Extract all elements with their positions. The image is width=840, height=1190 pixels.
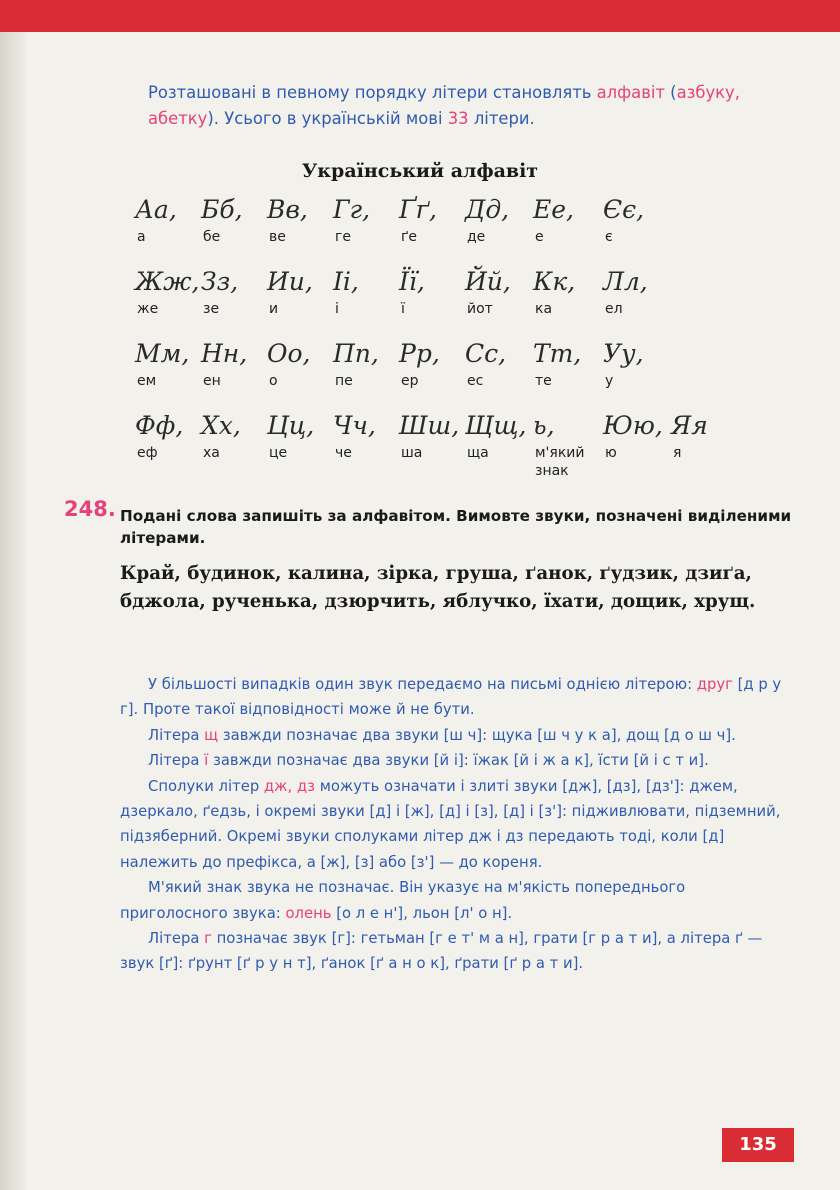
alphabet-letter-cell [603,264,667,318]
alphabet-row [135,408,755,480]
alphabet-letter-cell [533,408,597,480]
letter-glyph: Йй, [465,267,511,296]
intro-text-3: ). Усього в українській мові [207,109,448,128]
letter-name: ер [401,373,419,389]
letter-name: ес [467,373,484,389]
alphabet-letter-cell [135,336,199,390]
letter-name: де [467,229,486,245]
letter-glyph: Нн, [201,339,248,368]
letter-name: йот [467,301,493,317]
letter-name: ща [467,445,489,461]
alphabet-letter-cell [603,408,667,462]
rule-text: [д р у г]. Проте такої відповідності може й не бути. [120,676,782,719]
letter-glyph: Лл, [603,267,648,296]
letter-name: ве [269,229,286,245]
alphabet-letter-cell [201,192,265,246]
letter-name: я [673,445,682,461]
alphabet-letter-cell [465,408,529,462]
intro-term-alphabet: алфавіт [596,83,665,102]
rule-highlight: г [204,930,212,948]
alphabet-letter-cell [333,192,397,246]
rule-highlight: друг [696,676,733,693]
letter-glyph: Тт, [533,339,582,368]
rule-paragraph [120,926,792,977]
letter-name: м'який знак [535,445,585,479]
alphabet-row [135,336,755,408]
exercise-word-list: Край, будинок, калина, зірка, груша, ґанок, ґудзик, дзиґа, бджола, рученька, дзюрчить, яблучко, їхати, дощик, хрущ. [120,563,756,612]
alphabet-letter-cell [399,264,463,318]
rule-text: завжди позначає два звуки [ш ч]: щука [ш ч у к а], дощ [д о ш ч]. [218,726,736,744]
letter-name: бе [203,229,221,245]
letter-glyph: Ґґ, [399,195,437,224]
alphabet-table [135,192,755,480]
letter-glyph: Ии, [267,267,313,296]
letter-name: е [535,229,544,245]
letter-glyph: Хх, [201,411,241,440]
letter-name: це [269,445,288,461]
intro-text-4: літери. [468,109,535,128]
letter-glyph: Іі, [333,267,359,296]
letter-glyph: Ее, [533,195,574,224]
letter-name: и [269,301,279,317]
alphabet-letter-cell [399,408,463,462]
top-color-bar [0,0,840,32]
alphabet-letter-cell [333,408,397,462]
alphabet-letter-cell [135,408,199,462]
letter-name: ем [137,373,157,389]
letter-glyph: Єє, [603,195,645,224]
alphabet-letter-cell [135,264,199,318]
alphabet-row [135,192,755,264]
letter-glyph: Уу, [603,339,644,368]
letter-glyph: Зз, [201,267,239,296]
letter-glyph: Дд, [465,195,510,224]
letter-glyph: Бб, [201,195,243,224]
letter-name: зе [203,301,220,317]
letter-glyph: Шш, [399,411,460,440]
alphabet-letter-cell [603,192,667,246]
rule-text: Літера [148,930,205,948]
alphabet-letter-cell [333,264,397,318]
letter-name: ю [605,445,617,461]
alphabet-letter-cell [201,408,265,462]
alphabet-letter-cell [267,192,331,246]
letter-name: у [605,373,614,389]
intro-letter-count: 33 [447,109,469,128]
alphabet-letter-cell [201,336,265,390]
letter-glyph: Мм, [135,339,190,368]
rule-text: [о л е н'], льон [л' о н]. [331,904,513,922]
letter-name: ша [401,445,423,461]
intro-synonyms: азбуку, абетку [148,83,740,128]
alphabet-letter-cell [671,408,735,462]
alphabet-letter-cell [533,192,597,246]
letter-glyph: Щщ, [465,411,527,440]
alphabet-letter-cell [465,264,529,318]
letter-glyph: Сс, [465,339,507,368]
rule-text: Літера [148,752,205,770]
alphabet-letter-cell [135,192,199,246]
letter-glyph: Цц, [267,411,315,440]
letter-name: те [535,373,552,389]
letter-name: і [335,301,339,317]
letter-name: ґе [401,229,417,245]
rule-text: Літера [148,726,205,744]
letter-glyph: Вв, [267,195,308,224]
letter-name: че [335,445,352,461]
rule-highlight: олень [285,904,332,922]
letter-glyph: Фф, [135,411,184,440]
alphabet-letter-cell [267,408,331,462]
alphabet-letter-cell [465,192,529,246]
letter-glyph: Її, [399,267,425,296]
intro-paragraph [148,80,798,132]
page-number: 135 [722,1128,794,1162]
rule-text: Сполуки літер [148,777,264,795]
alphabet-letter-cell [533,336,597,390]
alphabet-row [135,264,755,336]
letter-name: а [137,229,146,245]
rule-text: завжди позначає два звуки [й і]: їжак [й і ж а к], їсти [й і с т и]. [208,752,709,770]
letter-glyph: Яя [671,411,708,440]
alphabet-letter-cell [201,264,265,318]
letter-name: же [137,301,159,317]
rule-paragraph [120,748,792,773]
alphabet-title: Український алфавіт [301,160,539,182]
rule-text: позначає звук [г]: гетьман [г е т' м а н], грати [г р а т и], а літера ґ — звук [ґ]: ґрунт [ґ р у н т], ґанок [ґ а н о к], ґрати [ґ р а т и]. [120,930,763,973]
book-page [0,32,840,1190]
letter-name: ха [203,445,220,461]
intro-text-2: ( [664,83,677,102]
letter-name: ел [605,301,623,317]
letter-name: ге [335,229,351,245]
rules-section [120,672,792,977]
alphabet-letter-cell [603,336,667,390]
letter-glyph: Юю, [603,411,663,440]
letter-glyph: Кк, [533,267,576,296]
rule-paragraph [120,875,792,926]
letter-name: є [605,229,613,245]
rule-paragraph [120,672,792,723]
exercise-instruction: Подані слова запишіть за алфавітом. Вимовте звуки, позначені виділеними літерами. [120,507,792,547]
rule-highlight: дж, дз [263,777,315,795]
letter-glyph: Чч, [333,411,376,440]
alphabet-letter-cell [267,336,331,390]
letter-name: ка [535,301,553,317]
exercise-number: 248. [64,497,116,521]
alphabet-letter-cell [333,336,397,390]
rule-text: М'який знак звука не позначає. Він указує на м'якість попереднього приголосного звука: [120,879,686,922]
letter-name: еф [137,445,158,461]
alphabet-letter-cell [399,192,463,246]
rule-highlight: щ [204,726,219,744]
letter-name: ен [203,373,221,389]
letter-glyph: ь, [533,411,555,440]
letter-name: пе [335,373,353,389]
intro-text-1: Розташовані в певному порядку літери становлять [148,83,597,102]
letter-name: ї [401,301,405,317]
rule-text: можуть означати і злиті звуки [дж], [дз], [дз']: джем, дзеркало, ґедзь, і окремі звуки [д] і [ж], [д] і [з], [д] і [з']: підживлювати, підземний, підзяберний. Окремі звуки сполуками літер дж і дз передають тоді, коли [д] належить до префікса, а [ж], [з] або [з'] — до кореня. [120,777,781,871]
letter-glyph: Жж, [135,267,200,296]
rule-highlight: ї [204,752,209,770]
letter-glyph: Рр, [399,339,440,368]
rule-paragraph [120,723,792,748]
letter-glyph: Пп, [333,339,379,368]
alphabet-letter-cell [465,336,529,390]
letter-name: о [269,373,278,389]
letter-glyph: Гг, [333,195,371,224]
letter-glyph: Оо, [267,339,311,368]
rule-text: У більшості випадків один звук передаємо на письмі однією літерою: [148,676,697,693]
letter-glyph: Аа, [135,195,177,224]
alphabet-letter-cell [533,264,597,318]
alphabet-letter-cell [399,336,463,390]
rule-paragraph [120,774,792,876]
alphabet-letter-cell [267,264,331,318]
